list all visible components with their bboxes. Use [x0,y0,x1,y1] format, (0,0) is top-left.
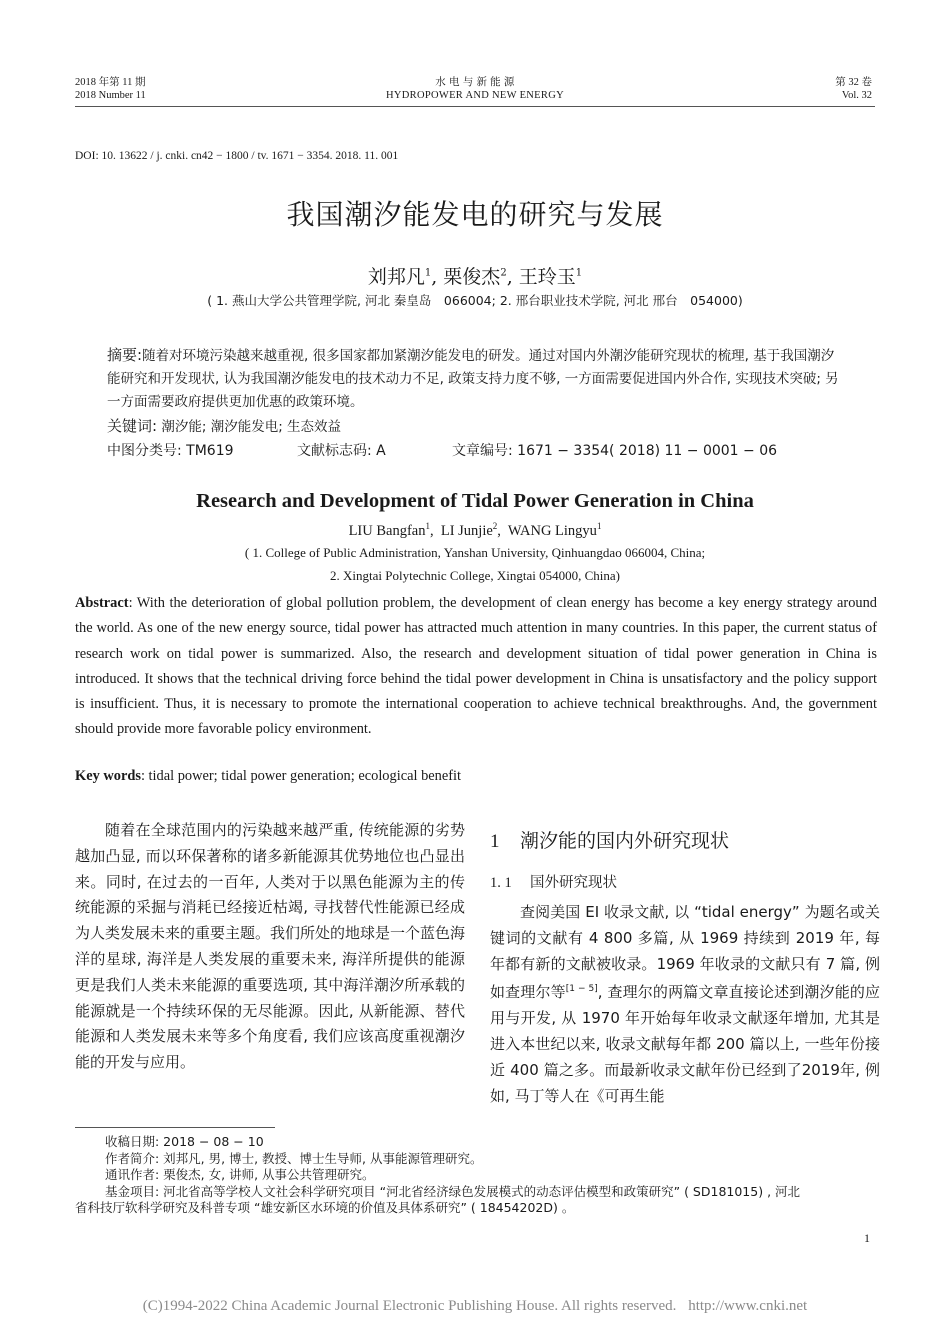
journal-name-cn: 水 电 与 新 能 源 [435,77,515,88]
abstract-en [75,591,877,743]
journal-name-en: HYDROPOWER AND NEW ENERGY [386,90,564,101]
document-code: 文献标志码: A [297,443,386,459]
funding-line-1: 基金项目: 河北省高等学校人文社会科学研究项目 “河北省经济绿色发展模式的动态评估模型和政策研究” ( SD181015) , 河北 [105,1183,801,1199]
running-header-center [0,76,950,102]
header-rule [75,106,875,107]
clc-number: 中图分类号: TM619 [107,443,234,459]
body-column-right [490,818,880,1109]
author-affil-mark: 2 [492,521,498,531]
copyright-notice: (C)1994-2022 China Academic Journal Electronic Publishing House. All rights reserved. [142,1298,677,1314]
section-number: 1 [490,831,500,852]
paper-title-cn: 我国潮汐能发电的研究与发展 [286,198,664,231]
abstract-label-cn: 摘要: [107,346,143,364]
affiliation-en-line2: 2. Xingtai Polytechnic College, Xingtai 054000, China) [330,568,620,583]
abstract-label-en: Abstract [75,595,129,611]
author-name: 刘邦凡 [367,266,425,288]
author-list-en: LIU Bangfan$^1$, LI Junjie$^2$, WANG Lingyu$^1$ [348,521,602,539]
author-bio: 作者简介: 刘邦凡, 男, 博士, 教授、博士生导师, 从事能源管理研究。 [105,1150,483,1166]
body-text: , 查理尔的两篇文章直接论述到潮汐能的应用与开发, 从 1970 年开始每年收录文献逐年增加, 尤其是进入本世纪以来, 收录文献每年都 200 篇以上, 一些年份接近 400 篇之多。而最新收录文献年份已经到了2019年, 例如, 马丁等人在《可再生能 [490,983,880,1105]
keywords-cn [107,415,341,436]
section-title: 潮汐能的国内外研究现状 [520,830,730,852]
keywords-en [75,768,461,785]
abstract-cn [107,344,847,414]
volume-en: Vol. 32 [841,90,872,101]
received-date: 收稿日期: 2018 − 08 − 10 [105,1134,264,1149]
footnote-rule [75,1127,275,1128]
author-affil-mark: 1 [425,521,430,531]
running-header-right [835,76,872,102]
footnotes [75,1134,880,1217]
author-affil-mark: 1 [575,267,583,279]
keywords-text-cn: 潮汐能; 潮汐能发电; 生态效益 [157,419,342,435]
keywords-text-en: : tidal power; tidal power generation; ecological benefit [140,768,462,784]
author-name-en: LI Junjie [440,522,493,539]
issue-en: 2018 Number 11 [75,90,146,101]
cnki-watermark [0,1298,950,1315]
subsection-heading-1-1 [490,871,880,892]
issue-cn: 2018 年第 11 期 [75,77,146,88]
subsection-number: 1. 1 [490,875,512,891]
paper-title-en: Research and Development of Tidal Power Generation in China [196,490,754,512]
citation-ref: [1 − 5] [565,984,598,995]
author-list-cn: 刘邦凡$^1$, 栗俊杰$^2$, 王玲玉$^1$ [367,266,583,288]
page-number: 1 [864,1231,870,1245]
keywords-label-cn: 关键词: [107,417,158,435]
author-affil-mark: 1 [596,521,602,531]
abstract-text-cn: 随着对环境污染越来越重视, 很多国家都加紧潮汐能发电的研发。通过对国内外潮汐能研究现状的梳理, 基于我国潮汐能研究和开发现状, 认为我国潮汐能发电的技术动力不足, 政策支持力度不够, 一方面需要促进国内外合作, 实现技术突破; 另一方面需要政府提供更加优惠的政策环境。 [107,348,839,410]
volume-cn: 第 32 卷 [835,77,872,88]
author-affil-mark: 1 [424,267,432,279]
author-name-en: WANG Lingyu [507,522,597,539]
body-column-left [75,818,465,1076]
corresponding-author: 通讯作者: 栗俊杰, 女, 讲师, 从事公共管理研究。 [105,1167,375,1182]
author-name: 王玲玉 [518,266,576,288]
affiliation-en-line1: ( 1. College of Public Administration, Yanshan University, Qinhuangdao 066004, China; [244,545,706,560]
author-name: 栗俊杰 [443,266,501,288]
author-name-en: LIU Bangfan [348,522,426,539]
abstract-text-en: : With the deterioration of global pollution problem, the development of clean energy has become a key energy strategy around the world. As one of the new energy source, tidal power has attracted much attention in many countries. In this paper, the current status of research work on tidal power is summarized. Also, the research and development situation of tidal power generation in China is introduced. It shows that the technical driving force behind the tidal power development in China is unsatisfactory and the policy support is insufficient. Thus, it is necessary to promote the international cooperation to achieve technical breakthroughs. And, the government should provide more favorable policy environment. [75,595,877,738]
article-number: 文章编号: 1671 − 3354( 2018) 11 − 0001 − 06 [452,443,778,459]
doi: DOI: 10. 13622 / j. cnki. cn42 − 1800 / tv. 1671 − 3354. 2018. 11. 001 [75,150,399,162]
body-text: 查阅美国 EI 收录文献, 以 “tidal energy” 为题名或关键词的文献有 4 800 多篇, 从 1969 持续到 2019 年, 每年都有新的文献被收录。1969 年收录的文献只有 7 篇, 例如查理尔等 [490,903,880,1002]
affiliation-cn: ( 1. 燕山大学公共管理学院, 河北 秦皇岛 066004; 2. 邢台职业技术学院, 河北 邢台 054000) [207,293,743,308]
body-paragraph [490,900,880,1109]
cnki-url[interactable]: http://www.cnki.net [688,1298,808,1314]
funding-line-2: 省科技厅软科学研究及科普专项 “雄安新区水环境的价值及具体系研究” ( 18454202D) 。 [75,1200,575,1215]
subsection-title: 国外研究现状 [530,875,617,891]
section-heading-1 [490,826,880,853]
author-affil-mark: 2 [500,267,507,279]
intro-paragraph: 随着在全球范围内的污染越来越严重, 传统能源的劣势越加凸显, 而以环保著称的诸多新能源其优势地位也凸显出来。同时, 在过去的一百年, 人类对于以黑色能源为主的传统能源的采掘与消耗已经接近枯竭, 寻找替代性能源已经成为人类发展未来的重要主题。我们所处的地球是一个蓝色海洋的星球, 海洋是人类发展的重要未来, 海洋所提供的能源更是我们人类未来能源的重要选项, 其中海洋潮汐所承载的能源就是一个持续环保的无尽能源。因此, 从新能源、替代能源和人类发展未来等多个角度看, 我们应该高度重视潮汐能的开发与应用。 [75,821,466,1072]
keywords-label-en: Key words [75,768,141,784]
